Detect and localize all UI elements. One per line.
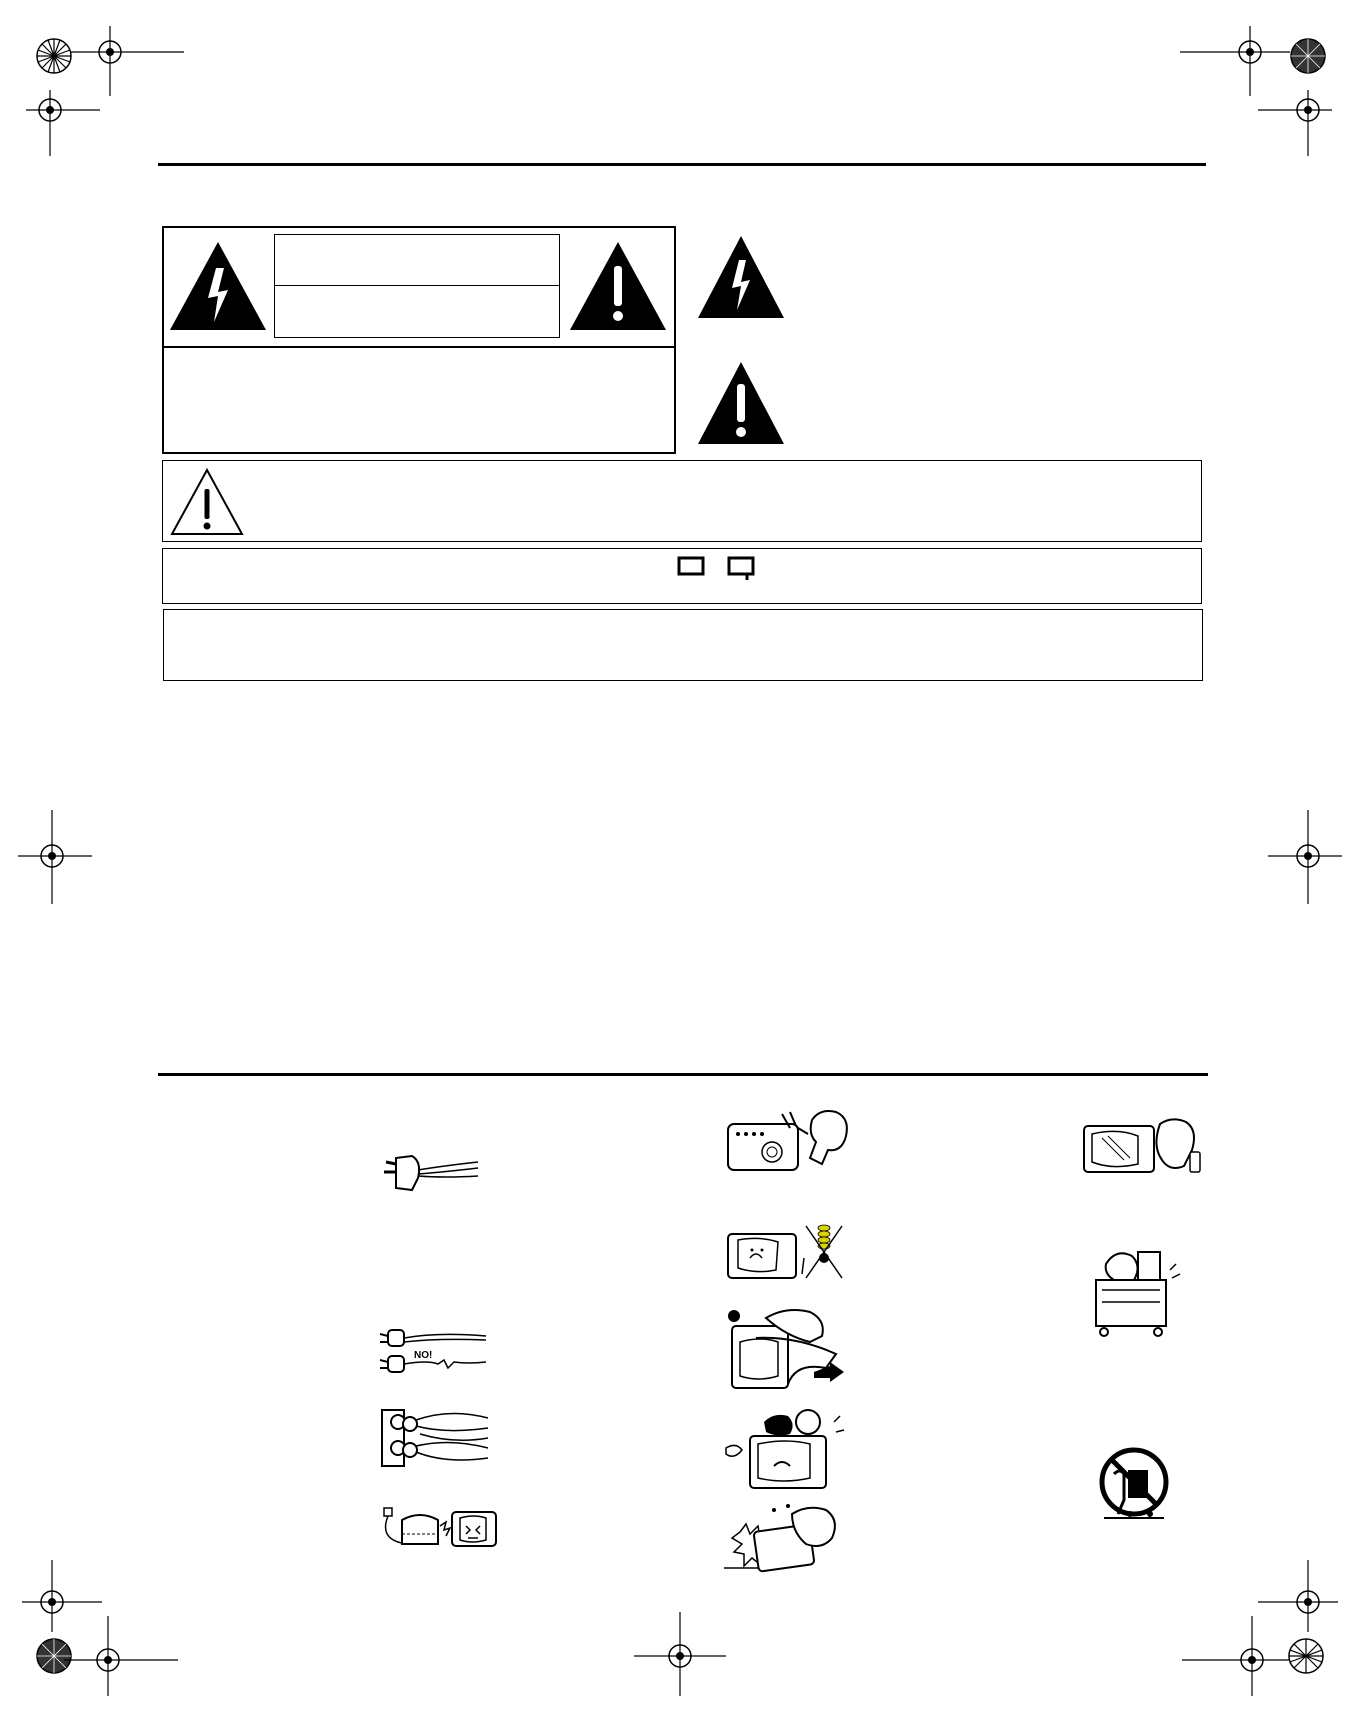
tv-cart-prohibited-icon: [1094, 1444, 1176, 1526]
tv-shock-person-icon: [722, 1504, 846, 1574]
tv-cart-stand-icon: [1086, 1244, 1186, 1340]
caution-title-separator: [275, 285, 559, 286]
exclamation-warning-icon: [169, 467, 245, 537]
svg-text:NO!: NO!: [414, 1350, 433, 1361]
crosshair-registration-icon: [1170, 1560, 1340, 1710]
crosshair-registration-icon: [1180, 26, 1340, 156]
crosshair-registration-icon: [26, 26, 186, 156]
caution-label-box: [162, 226, 676, 454]
crosshair-registration-icon: [14, 806, 94, 906]
crosshair-registration-icon: [1266, 806, 1346, 906]
crosshair-registration-icon: [630, 1610, 730, 1700]
exclamation-warning-icon: [568, 240, 668, 332]
lightning-bolt-warning-icon: [168, 240, 268, 332]
damaged-cord-no-icon: [378, 1326, 490, 1376]
top-divider: [158, 163, 1206, 166]
plug-polarized-icon: [382, 1150, 482, 1202]
lightning-bolt-warning-icon: [696, 234, 786, 320]
tv-coins-keys-icon: [726, 1218, 848, 1282]
note-box: [163, 609, 1203, 681]
tv-cleaning-spray-icon: [1082, 1116, 1210, 1180]
tv-covered-blanket-icon: [726, 1306, 850, 1392]
section-divider: [158, 1073, 1208, 1076]
crosshair-registration-icon: [20, 1560, 190, 1710]
exclamation-warning-icon: [696, 360, 786, 446]
warning-box: [162, 460, 1202, 542]
tv-heat-person-icon: [724, 1106, 852, 1176]
heater-near-tv-icon: [380, 1506, 500, 1554]
caution-box-separator: [164, 346, 674, 348]
overloaded-outlet-icon: [380, 1404, 490, 1470]
tv-falling-person-icon: [722, 1408, 846, 1492]
caution-title-frame: [274, 234, 560, 338]
double-insulation-box: [162, 548, 1202, 604]
double-square-insulation-icon: [677, 555, 777, 583]
